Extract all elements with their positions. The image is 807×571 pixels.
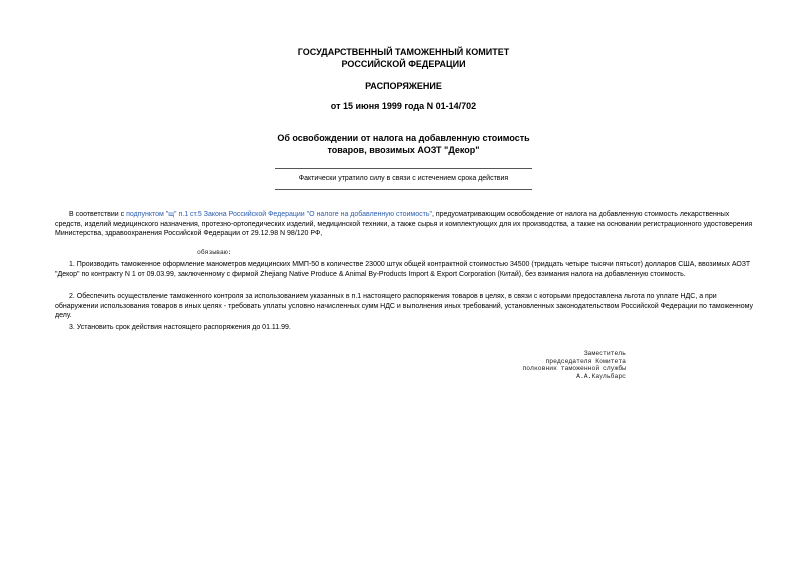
status-note: Фактически утратило силу в связи с истечением срока действия: [298, 175, 509, 182]
signature-line-1: Заместитель: [583, 350, 626, 357]
obligate-word: обязываю:: [197, 249, 232, 256]
document-title-line-2: товаров, ввозимых АОЗТ "Декор": [327, 145, 480, 155]
divider-top: [275, 168, 532, 169]
signature-block: [508, 350, 626, 380]
law-reference-link[interactable]: подпунктом "щ" п.1 ст.5 Закона Российской Федерации "О налоге на добавленную стоимость": [126, 211, 432, 218]
signature-line-4: А.А.Каульбарс: [576, 372, 626, 380]
item-2-paragraph: [55, 292, 755, 321]
item-3-text: 3. Установить срок действия настоящего распоряжения до 01.11.99.: [69, 324, 291, 331]
item-2-text: 2. Обеспечить осуществление таможенного контроля за использованием указанных в п.1 настоящего распоряжения товаров в целях, в связи с которыми предоставлена льгота по уплате НДС, а при обнаружении использования товаров в иных целях - требовать уплаты условно начисленных сумм НДС и выполнения иных требований, установленных законодательством Российской Федерации по таможенному делу.: [55, 293, 754, 319]
item-1-text: 1. Производить таможенное оформление манометров медицинских ММП-50 в количестве 23000 штук общей контрактной стоимостью 34500 (тридцать четыре тысячи пятьсот) долларов США, ввозимых АОЗТ "Декор" по контракту N 1 от 09.03.99, заключенному с фирмой Zhejiang Native Produce & Animal By-Products Import & Export Corporation (Китай), без взимания налога на добавленную стоимость.: [55, 261, 751, 278]
intro-text-end: , предусматривающим освобождение от налога на добавленную стоимость лекарственных средств, изделий медицинского назначения, протезно-ортопедических изделий, медицинской техники, а также сырья и комплектующих для их производства, а также на основании регистрационного удостоверения Министерства, здравоохранения Российской Федерации от 29.12.98 N 98/120 РФ,: [55, 211, 753, 237]
issuer-line-2: РОССИЙСКОЙ ФЕДЕРАЦИИ: [341, 59, 466, 69]
divider-bottom: [275, 189, 532, 190]
document-date-number: от 15 июня 1999 года N 01-14/702: [330, 101, 477, 111]
document-title-line-1: Об освобождении от налога на добавленную стоимость: [277, 133, 530, 143]
intro-paragraph: [55, 210, 755, 239]
issuer-line-1: ГОСУДАРСТВЕННЫЙ ТАМОЖЕННЫЙ КОМИТЕТ: [297, 47, 510, 57]
item-1-paragraph: [55, 260, 755, 279]
item-3-paragraph: [55, 323, 755, 333]
signature-line-2: председателя Комитета: [545, 357, 626, 365]
signature-line-3: полковник таможенной службы: [522, 365, 626, 373]
intro-text-start: В соответствии с: [69, 211, 127, 218]
document-type: РАСПОРЯЖЕНИЕ: [365, 81, 442, 91]
